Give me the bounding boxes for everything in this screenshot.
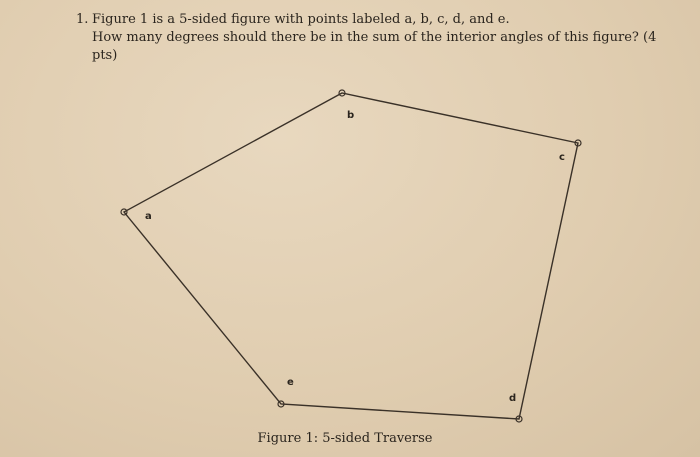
label-d: d	[509, 393, 517, 404]
pentagon-traverse	[124, 93, 578, 419]
label-b: b	[347, 110, 355, 121]
question-text-line-1: Figure 1 is a 5-sided figure with points labeled a, b, c, d, and e.	[92, 12, 510, 27]
figure-caption: Figure 1: 5-sided Traverse	[257, 431, 433, 446]
question-text-line-2: How many degrees should there be in the sum of the interior angles of this figure? (4	[92, 30, 657, 45]
label-c: c	[559, 152, 565, 163]
question-number: 1.	[76, 12, 89, 27]
question-text-line-3: pts)	[92, 48, 118, 63]
label-a: a	[145, 211, 152, 222]
label-e: e	[287, 377, 294, 388]
